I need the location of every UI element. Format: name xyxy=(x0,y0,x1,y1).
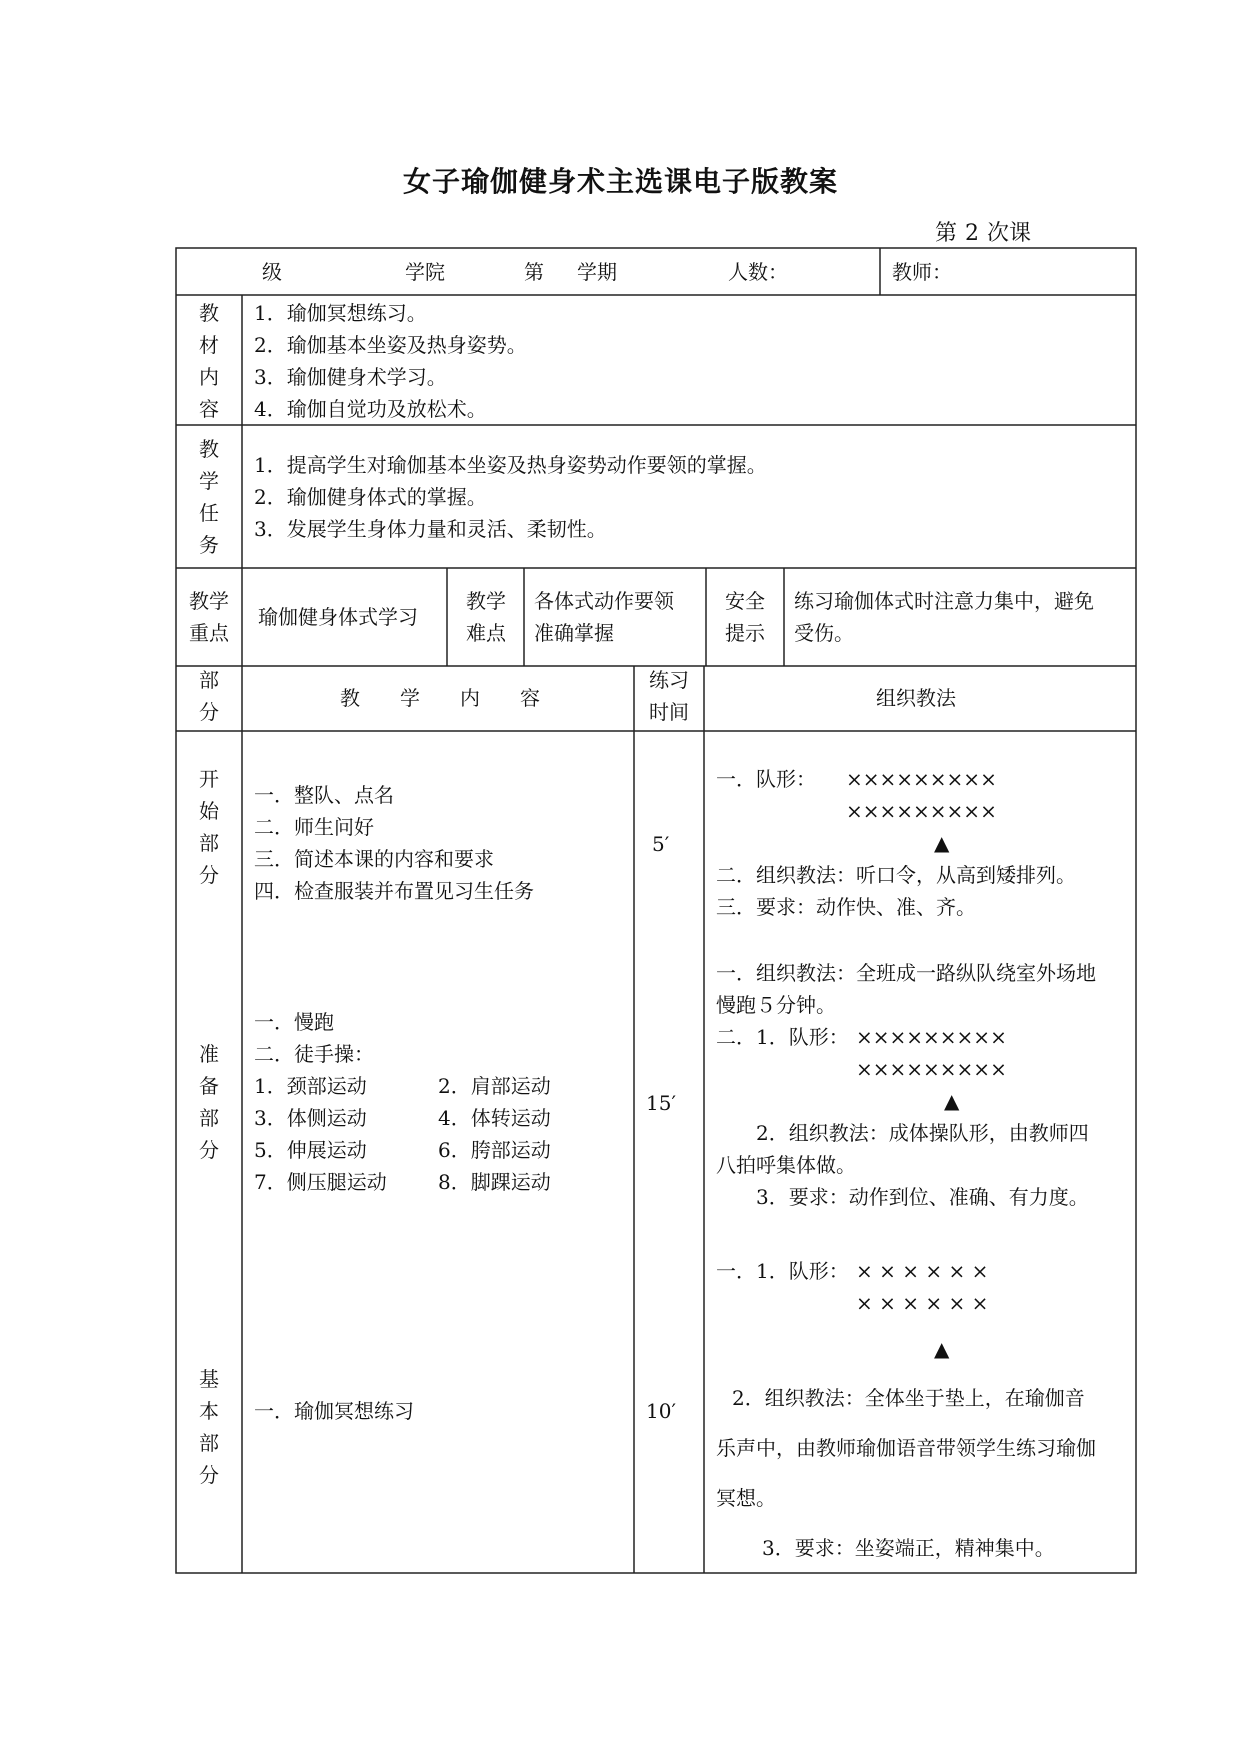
basic-method-line-2: 乐声中，由教师瑜伽语音带领学生练习瑜伽 xyxy=(716,1436,1096,1460)
prep-formation-row-2: ××××××××× xyxy=(856,1057,1007,1081)
list-item: 1．瑜伽冥想练习。 xyxy=(254,301,427,325)
list-item: 1．提高学生对瑜伽基本坐姿及热身姿势动作要领的掌握。 xyxy=(254,453,767,477)
list-item: 四．检查服装并布置见习生任务 xyxy=(254,879,534,903)
prep-formation-label: 二．1．队形： xyxy=(716,1025,849,1049)
prep-method-line-2: 八拍呼集体做。 xyxy=(716,1153,856,1177)
tasks-label: 教 学 任 务 xyxy=(199,437,219,557)
basic-formation-label: 一．1．队形： xyxy=(716,1259,849,1283)
list-item: 二．徒手操： xyxy=(254,1042,374,1066)
basic-time: 10′ xyxy=(646,1399,676,1423)
prep-method-line-3: 3．要求：动作到位、准确、有力度。 xyxy=(756,1185,1089,1209)
prep-method-lines: 2．组织教法：成体操队形，由教师四 xyxy=(756,1121,1089,1145)
prep-time: 15′ xyxy=(646,1091,676,1115)
list-item: 2．瑜伽基本坐姿及热身姿势。 xyxy=(254,333,527,357)
key-point-label: 教学 重点 xyxy=(189,589,229,645)
list-item: 一．慢跑 xyxy=(254,1010,334,1034)
teacher-marker-icon: ▲ xyxy=(934,831,950,855)
method-header: 组织教法 xyxy=(876,686,956,710)
semester-prefix: 第 xyxy=(524,260,544,284)
start-formation-label: 一．队形： xyxy=(716,767,816,791)
basic-method-line-3: 冥想。 xyxy=(716,1486,776,1510)
list-item: 2．瑜伽健身体式的掌握。 xyxy=(254,485,487,509)
difficulty-text: 各体式动作要领 准确掌握 xyxy=(534,589,674,645)
semester-field: 学期 xyxy=(577,260,617,284)
start-content xyxy=(254,779,534,907)
basic-part-label: 基 本 部 分 xyxy=(199,1367,219,1487)
list-item: 二．师生问好 xyxy=(254,815,374,839)
exercise-col-left: 1．颈部运动 3．体侧运动 5．伸展运动 7．侧压腿运动 xyxy=(254,1074,387,1194)
teacher-marker-icon: ▲ xyxy=(934,1337,950,1361)
exercise-col-right: 2．肩部运动 4．体转运动 6．胯部运动 8．脚踝运动 xyxy=(438,1074,551,1194)
prep-content xyxy=(254,1006,374,1070)
basic-formation-row-1: × × × × × × xyxy=(856,1259,989,1283)
list-item: 一．整队、点名 xyxy=(254,783,394,807)
difficulty-label: 教学 难点 xyxy=(466,589,506,645)
start-formation-row-2: ××××××××× xyxy=(846,799,997,823)
list-item: 3．瑜伽健身术学习。 xyxy=(254,365,447,389)
list-item: 三．简述本课的内容和要求 xyxy=(254,847,494,871)
start-part-label: 开 始 部 分 xyxy=(199,767,219,887)
safety-text: 练习瑜伽体式时注意力集中，避免 受伤。 xyxy=(794,589,1094,645)
prep-formation-row-1: ××××××××× xyxy=(856,1025,1007,1049)
basic-formation-row-2: × × × × × × xyxy=(856,1291,989,1315)
class-level-field: 级 xyxy=(262,260,282,284)
basic-method-line-1: 2．组织教法：全体坐于垫上，在瑜伽音 xyxy=(732,1386,1085,1410)
prep-part-label: 准 备 部 分 xyxy=(199,1042,219,1162)
basic-method-line-4: 3．要求：坐姿端正，精神集中。 xyxy=(762,1536,1055,1560)
teacher-marker-icon: ▲ xyxy=(944,1089,960,1113)
materials-label: 教 材 内 容 xyxy=(199,301,219,421)
teacher-field: 教师： xyxy=(892,260,952,284)
headcount-field: 人数： xyxy=(728,260,788,284)
college-field: 学院 xyxy=(405,260,445,284)
tasks-list xyxy=(254,449,767,545)
content-header: 教 学 内 容 xyxy=(340,686,540,710)
part-header: 部 分 xyxy=(199,668,219,724)
time-header: 练习 时间 xyxy=(649,668,689,724)
materials-list xyxy=(254,297,527,425)
start-formation-row-1: ××××××××× xyxy=(846,767,997,791)
key-point-text: 瑜伽健身体式学习 xyxy=(258,605,418,629)
start-time: 5′ xyxy=(652,832,670,856)
lesson-number: 第 2 次课 xyxy=(935,221,1032,246)
basic-content: 一．瑜伽冥想练习 xyxy=(254,1399,414,1423)
list-item: 4．瑜伽自觉功及放松术。 xyxy=(254,397,487,421)
list-item: 3．发展学生身体力量和灵活、柔韧性。 xyxy=(254,517,607,541)
prep-method-intro: 一．组织教法：全班成一路纵队绕室外场地 慢跑５分钟。 xyxy=(716,961,1096,1017)
start-method-lines: 二．组织教法：听口令，从高到矮排列。 三．要求：动作快、准、齐。 xyxy=(716,863,1076,919)
document-title: 女子瑜伽健身术主选课电子版教案 xyxy=(402,165,838,198)
safety-label: 安全 提示 xyxy=(725,589,765,645)
